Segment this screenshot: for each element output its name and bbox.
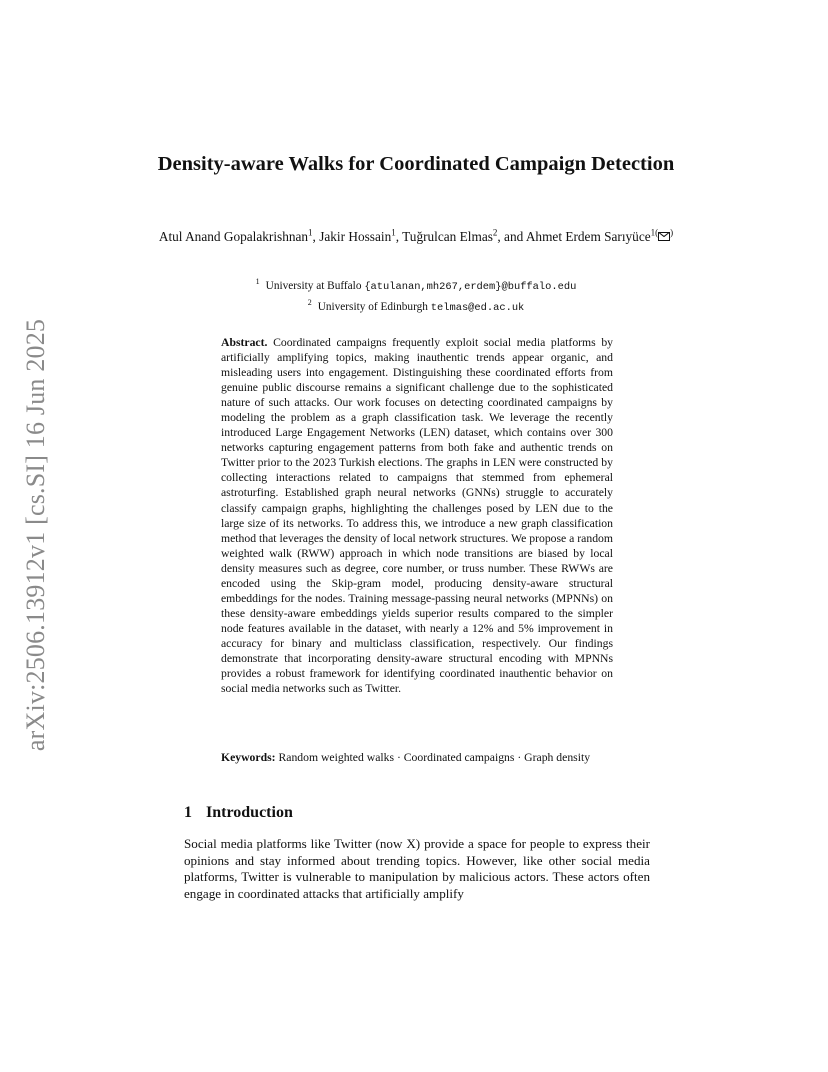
introduction-paragraph: Social media platforms like Twitter (now X) provide a space for people to express their opinions and stay informed about trending topics. However, like other social media platforms, Twitter is vulnerable to manipulation by malicious actors. These actors often engage in coordinated attacks that artificially amplify	[184, 836, 650, 901]
author-separator: ,	[395, 229, 403, 244]
section-heading	[184, 804, 293, 822]
author-affil-mark: 1	[391, 227, 396, 238]
abstract-text: Coordinated campaigns frequently exploit social media platforms by artificially amplifying topics, making inauthentic trends appear organic, and misleading users into engagement. Distinguishing these coordinated efforts from genuine public discourse remains a significant challenge due to the sophisticated nature of such attacks. Our work focuses on detecting coordinated campaigns by modeling the problem as a graph classification task. We leverage the recently introduced Large Engagement Networks (LEN) dataset, which contains over 300 networks capturing engagement patterns from both fake and authentic trends on Twitter prior to the 2023 Turkish elections. The graphs in LEN were constructed by collecting interactions related to campaigns that stemmed from ephemeral astroturfing. Established graph neural networks (GNNs) struggle to accurately classify campaign graphs, highlighting the challenges posed by LEN due to the large size of its networks. To address this, we introduce a new graph classification method that leverages the density of local network structures. We propose a random weighted walk (RWW) approach in which node transitions are biased by local density measures such as degree, core number, or truss number. These RWWs are encoded using the Skip-gram model, producing density-aware structural embeddings for the nodes. Training message-passing neural networks (MPNNs) on these density-aware embeddings yields superior results compared to the simpler node features available in the dataset, with nearly a 12% and 5% improvement in accuracy for binary and multiclass classification, respectively. Our findings demonstrate that incorporating density-aware structural encoding with MPNNs provides a robust framework for identifying coordinated inauthentic behavior on social media networks such as Twitter.	[221, 336, 614, 696]
affiliation-line	[150, 274, 682, 295]
affiliation-name: University at Buffalo	[265, 279, 362, 292]
affiliation-email: {atulanan,mh267,erdem}@buffalo.edu	[364, 280, 577, 293]
keywords-text: Random weighted walks · Coordinated campaigns · Graph density	[278, 751, 591, 764]
affiliation-number: 2	[307, 297, 312, 307]
affiliations	[150, 274, 682, 316]
author-name: Tuğrulcan Elmas	[402, 229, 493, 244]
author-affil-mark: 1	[308, 227, 313, 238]
section-number: 1	[184, 804, 192, 821]
author-name: Jakir Hossain	[319, 229, 392, 244]
section-title: Introduction	[206, 804, 293, 821]
affiliation-name: University of Edinburgh	[317, 300, 428, 313]
abstract-label: Abstract.	[221, 336, 268, 349]
affiliation-email: telmas@ed.ac.uk	[430, 301, 525, 314]
author-name: Atul Anand Gopalakrishnan	[158, 229, 309, 244]
paper-title: Density-aware Walks for Coordinated Campaign Detection	[157, 153, 675, 175]
keywords	[221, 750, 613, 765]
author-name: Ahmet Erdem Sarıyüce	[525, 229, 651, 244]
author-affil-mark: 2	[492, 227, 498, 238]
affiliation-number: 1	[255, 277, 260, 286]
affiliation-line	[150, 295, 682, 316]
arxiv-identifier: arXiv:2506.13912v1 [cs.SI] 16 Jun 2025	[21, 318, 51, 752]
arxiv-sidebar-stamp	[14, 300, 58, 770]
author-affil-mark: 1	[650, 227, 656, 238]
author-separator: , and	[497, 229, 526, 244]
abstract	[221, 335, 613, 696]
author-list: Atul Anand Gopalakrishnan$^1$, Jakir Hossain$^1$, Tuğrulcan Elmas$^2$, and Ahmet Erdem Sarıyüce$^{1(}$ )	[158, 227, 674, 244]
author-separator: ,	[312, 229, 320, 244]
keywords-label: Keywords:	[221, 751, 276, 764]
envelope-icon	[658, 232, 670, 241]
